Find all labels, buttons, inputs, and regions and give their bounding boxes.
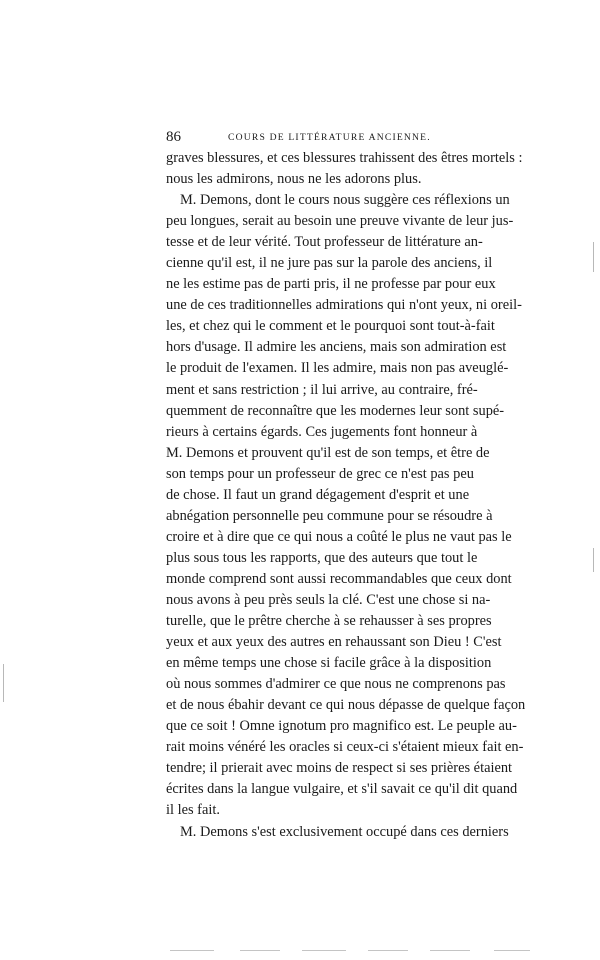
text-line: peu longues, serait au besoin une preuve vivante de leur jus- bbox=[166, 213, 514, 230]
text-line: rait moins vénéré les oracles si ceux-ci s'étaient mieux fait en- bbox=[166, 739, 524, 756]
text-line: en même temps une chose si facile grâce à la disposition bbox=[166, 655, 492, 672]
text-line: où nous sommes d'admirer ce que nous ne comprenons pas bbox=[166, 676, 506, 693]
text-line: quemment de reconnaître que les modernes leur sont supé- bbox=[166, 402, 505, 419]
body-text bbox=[166, 148, 526, 843]
text-line: de chose. Il faut un grand dégagement d'esprit et une bbox=[166, 486, 470, 503]
text-line: il les fait. bbox=[166, 802, 220, 819]
text-line: M. Demons, dont le cours nous suggère ces réflexions un bbox=[180, 192, 510, 209]
text-line: nous les admirons, nous ne les adorons plus. bbox=[166, 171, 422, 188]
text-line: nous avons à peu près seuls la clé. C'est une chose si na- bbox=[166, 591, 491, 608]
bottom-edge-rule bbox=[494, 950, 530, 951]
text-line: yeux et aux yeux des autres en rehaussant son Dieu ! C'est bbox=[166, 634, 502, 651]
text-line: graves blessures, et ces blessures trahissent des êtres mortels : bbox=[166, 150, 523, 166]
bottom-edge-rule bbox=[430, 950, 470, 951]
text-line: écrites dans la langue vulgaire, et s'il savait ce qu'il dit quand bbox=[166, 781, 518, 798]
text-line: M. Demons s'est exclusivement occupé dans ces derniers bbox=[180, 823, 509, 840]
running-title: COURS DE LITTÉRATURE ANCIENNE. bbox=[228, 132, 431, 143]
text-line: les, et chez qui le comment et le pourquoi sont tout-à-fait bbox=[166, 318, 495, 335]
right-edge-mark bbox=[593, 242, 594, 272]
text-line: une de ces traditionnelles admirations qui n'ont yeux, ni oreil- bbox=[166, 297, 522, 314]
bottom-edge-rule bbox=[170, 950, 214, 951]
right-edge-mark bbox=[593, 548, 594, 572]
text-line: monde comprend sont aussi recommandables que ceux dont bbox=[166, 570, 512, 587]
text-line: et de nous ébahir devant ce qui nous dépasse de quelque façon bbox=[166, 697, 526, 714]
text-line: hors d'usage. Il admire les anciens, mais son admiration est bbox=[166, 339, 507, 356]
text-line: plus sous tous les rapports, que des auteurs que tout le bbox=[166, 549, 478, 566]
bottom-edge-rule bbox=[240, 950, 280, 951]
running-head bbox=[166, 126, 442, 148]
text-line: turelle, que le prêtre cherche à se rehausser à ses propres bbox=[166, 613, 492, 630]
bottom-edge-rule bbox=[302, 950, 346, 951]
left-edge-mark bbox=[3, 664, 4, 702]
text-line: ne les estime pas de parti pris, il ne professe par pour eux bbox=[166, 276, 496, 293]
text-line: son temps pour un professeur de grec ce n'est pas peu bbox=[166, 465, 474, 482]
text-line: abnégation personnelle peu commune pour se résoudre à bbox=[166, 507, 493, 524]
text-line: tesse et de leur vérité. Tout professeur de littérature an- bbox=[166, 234, 483, 251]
text-line: tendre; il prierait avec moins de respect si ses prières étaient bbox=[166, 760, 513, 777]
text-line: rieurs à certains égards. Ces jugements font honneur à bbox=[166, 423, 478, 440]
text-line: M. Demons et prouvent qu'il est de son temps, et être de bbox=[166, 444, 490, 461]
page-number: 86 bbox=[166, 129, 181, 145]
text-line: le produit de l'examen. Il les admire, mais non pas aveuglé- bbox=[166, 360, 509, 377]
text-line: croire et à dire que ce qui nous a coûté le plus ne vaut pas le bbox=[166, 528, 512, 545]
text-line: ment et sans restriction ; il lui arrive, au contraire, fré- bbox=[166, 381, 478, 398]
text-line: que ce soit ! Omne ignotum pro magnifico est. Le peuple au- bbox=[166, 718, 517, 735]
text-line: cienne qu'il est, il ne jure pas sur la parole des anciens, il bbox=[166, 255, 493, 272]
bottom-edge-rule bbox=[368, 950, 408, 951]
